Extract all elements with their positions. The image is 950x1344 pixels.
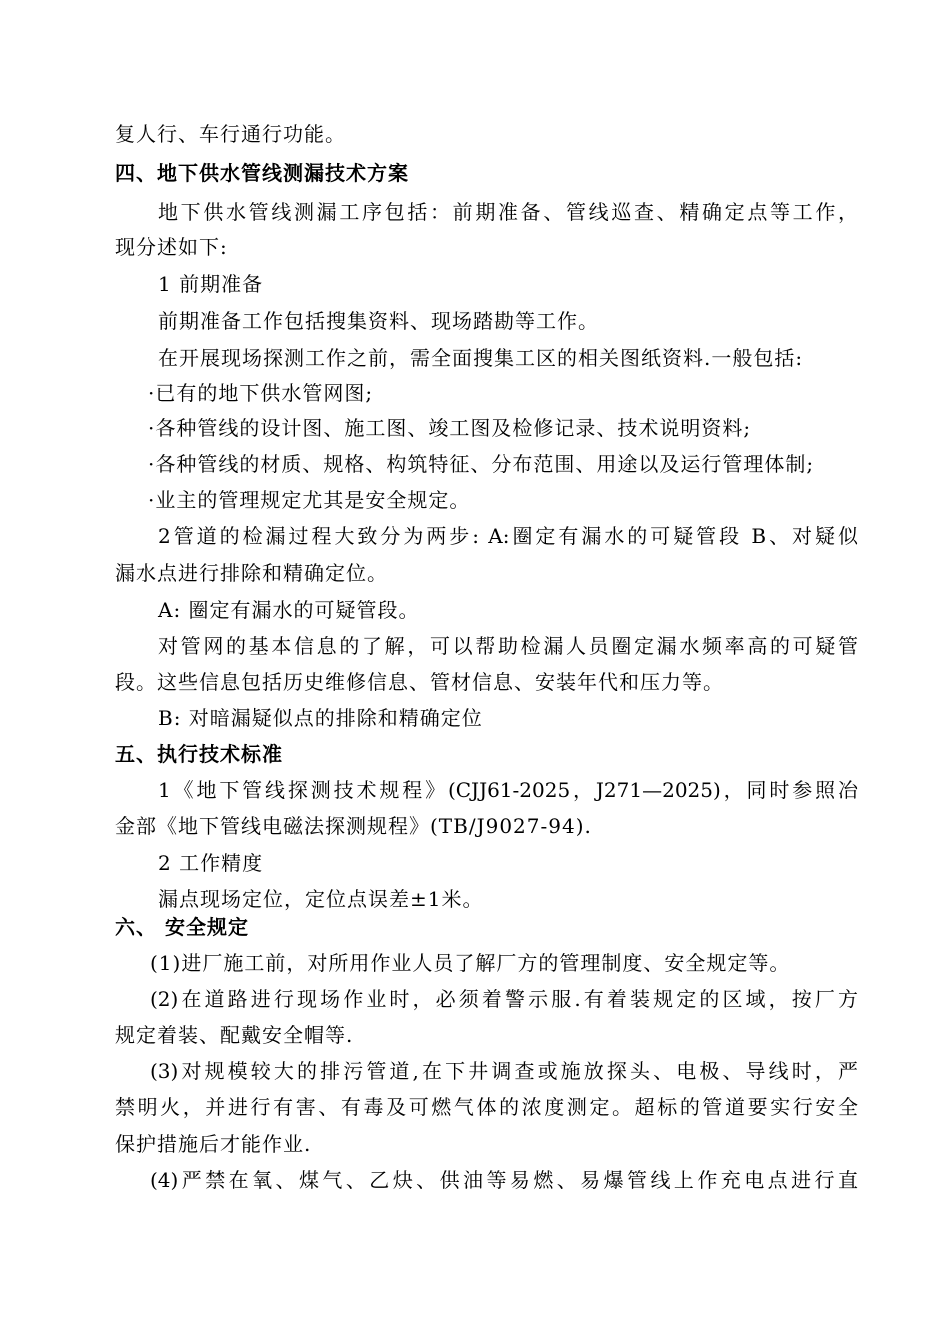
body-line: 地下供水管线测漏工序包括：前期准备、管线巡查、精确定点等工作， [158,200,858,224]
body-line: 前期准备工作包括搜集资料、现场踏勘等工作。 [158,309,599,333]
body-line: 1《地下管线探测技术规程》(CJJ61-2025，J271—2025)，同时参照冶 [158,778,858,802]
body-line: B: 对暗漏疑似点的排除和精确定位 [158,706,483,730]
subsection-title: 2 工作精度 [158,851,264,875]
body-line: 段。这些信息包括历史维修信息、管材信息、安装年代和压力等。 [115,670,724,694]
body-line: 漏水点进行排除和精确定位。 [115,561,388,585]
body-line: 现分述如下: [115,235,228,259]
body-line: (4)严禁在氧、煤气、乙炔、供油等易燃、易爆管线上作充电点进行直 [150,1168,858,1192]
body-line: 在开展现场探测工作之前，需全面搜集工区的相关图纸资料.一般包括: [158,346,804,370]
section-heading: 四、地下供水管线测漏技术方案 [115,161,409,185]
body-line: 漏点现场定位，定位点误差±1米。 [158,887,484,911]
body-line: 对管网的基本信息的了解，可以帮助检漏人员圈定漏水频率高的可疑管 [158,634,858,658]
subsection-title: 1 前期准备 [158,272,264,296]
body-line: 禁明火，并进行有害、有毒及可燃气体的浓度测定。超标的管道要实行安全 [115,1095,858,1119]
body-line: (1)进厂施工前，对所用作业人员了解厂方的管理制度、安全规定等。 [150,951,791,975]
bullet-item: ·各种管线的设计图、施工图、竣工图及检修记录、技术说明资料; [148,416,752,440]
bullet-item: ·业主的管理规定尤其是安全规定。 [148,488,471,512]
body-line: 规定着装、配戴安全帽等. [115,1023,354,1047]
section-heading: 六、 安全规定 [115,915,249,939]
body-line: 保护措施后才能作业. [115,1132,312,1156]
body-line: 金部《地下管线电磁法探测规程》(TB/J9027-94). [115,814,592,838]
body-line: 复人行、车行通行功能。 [115,122,346,146]
bullet-item: ·已有的地下供水管网图; [148,381,374,405]
body-line: (3)对规模较大的排污管道,在下井调查或施放探头、电极、导线时，严 [150,1059,858,1083]
body-line: 2管道的检漏过程大致分为两步: A:圈定有漏水的可疑管段 B、对疑似 [158,524,858,548]
section-heading: 五、执行技术标准 [115,742,283,766]
body-line: A: 圈定有漏水的可疑管段。 [158,598,420,622]
bullet-item: ·各种管线的材质、规格、构筑特征、分布范围、用途以及运行管理体制; [148,452,815,476]
body-line: (2)在道路进行现场作业时，必须着警示服.有着装规定的区域，按厂方 [150,987,858,1011]
